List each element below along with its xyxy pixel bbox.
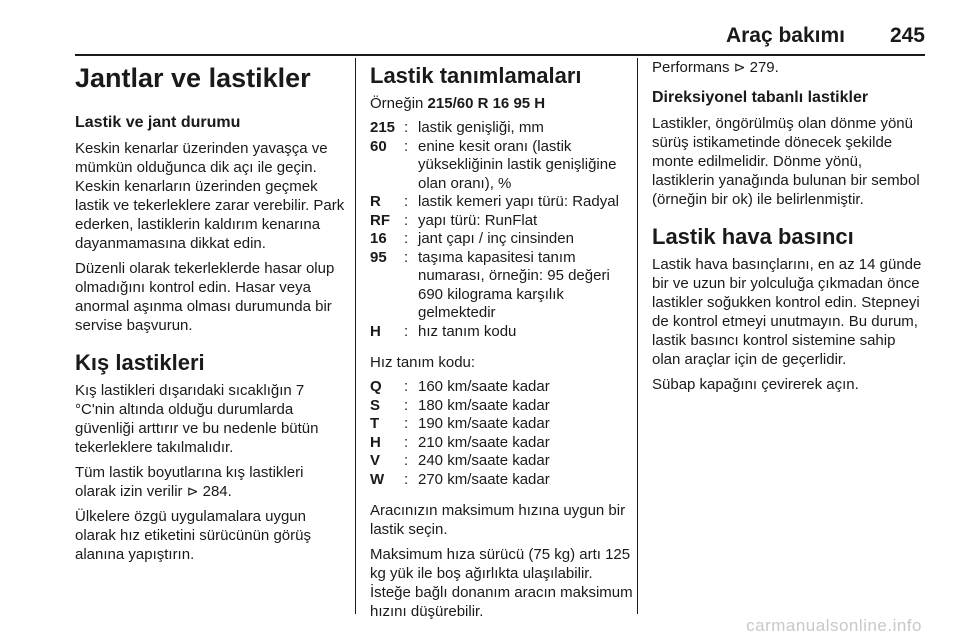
definition-row — [370, 249, 637, 323]
watermark: carmanualsonline.info — [746, 616, 922, 635]
heading-tyre-pressure: Lastik hava basıncı — [652, 224, 854, 249]
paragraph-valve-cap: Sübap kapağını çevirerek açın. — [652, 376, 859, 393]
definition-colon: : — [404, 230, 409, 247]
definition-term: W — [370, 470, 385, 488]
definition-row — [370, 415, 637, 434]
speed-code-list — [370, 378, 637, 489]
definition-colon: : — [404, 119, 409, 136]
definition-desc: hız tanım kodu — [418, 322, 517, 340]
definition-colon: : — [404, 137, 409, 155]
definition-term: Q — [370, 378, 382, 395]
definition-term: 60 — [370, 137, 387, 155]
definition-desc: lastik kemeri yapı türü: Radyal — [418, 193, 619, 210]
definition-colon: : — [404, 452, 409, 469]
definition-colon: : — [404, 470, 409, 488]
definition-row — [370, 323, 637, 342]
column-2 — [355, 58, 637, 620]
definition-term: S — [370, 396, 381, 414]
example-line: Örneğin 215/60 R 16 95 H — [370, 95, 546, 112]
definition-colon: : — [404, 248, 409, 266]
definition-term: V — [370, 452, 381, 469]
definition-term: 16 — [370, 230, 387, 247]
paragraph-winter-sizes: Tüm lastik boyutlarına kış lastikleri olarak izin verilir ⊳ 284. — [75, 464, 304, 500]
paragraph-edges: Keskin kenarlar üzerinden yavaşça ve mümkün olduğunca dik açı ile geçin. Keskin kenarların üzerinden geçmek lastik ve tekerleklere zarar verebilir. Park ederken, lastiklerin kaldırım kenarına dayanmamasına dikkat edin. — [75, 140, 345, 252]
definition-term: T — [370, 415, 380, 432]
definition-term: 215 — [370, 119, 396, 136]
definition-row — [370, 138, 637, 194]
definition-desc: yapı türü: RunFlat — [418, 211, 538, 229]
column-1 — [75, 58, 345, 614]
definition-row — [370, 119, 637, 138]
definition-desc: enine kesit oranı (lastik yüksekliğinin lastik genişliğine olan oranı), % — [418, 137, 617, 192]
definition-colon: : — [404, 415, 409, 432]
definition-row — [370, 230, 637, 249]
definition-term: RF — [370, 211, 390, 229]
page-reference-icon: ⊳ — [733, 59, 746, 75]
definition-row — [370, 397, 637, 416]
subheading-directional-tyres: Direksiyonel tabanlı lastikler — [652, 89, 869, 106]
definition-desc: taşıma kapasitesi tanım numarası, örneğin: 95 değeri 690 kilograma karşılık gelmektedir — [418, 248, 610, 321]
definition-desc: 160 km/saate kadar — [418, 378, 550, 395]
page-header — [75, 24, 925, 56]
paragraph-pressure: Lastik hava basınçlarını, en az 14 günde bir ve uzun bir yolculuğa çıkmadan önce lastikler soğukken kontrol edin. Stepneyi de kontrol etmeyi unutmayın. Bu durum, lastik basıncı kontrol sistemine sahip olan araçlar için de geçerlidir. — [652, 256, 922, 368]
performance-reference: Performans ⊳ 279. — [652, 59, 779, 76]
definition-colon: : — [404, 378, 409, 395]
column-3 — [637, 58, 925, 614]
subheading-tyre-condition: Lastik ve jant durumu — [75, 114, 241, 131]
definition-row — [370, 471, 637, 490]
designation-list — [370, 119, 637, 341]
definition-row — [370, 212, 637, 231]
paragraph-max-speed: Maksimum hıza sürücü (75 kg) artı 125 kg yük ile boş ağırlıkta ulaşılabilir. İsteğe bağlı donanım aracın maksimum hızını düşürebilir. — [370, 546, 633, 620]
page-reference-link[interactable]: 279. — [749, 59, 779, 76]
paragraph-directional: Lastikler, öngörülmüş olan dönme yönü sürüş istikametinde dönecek şekilde monte edilmelidir. Dönme yönü, lastiklerin yanağında bulunan bir sembol (örneğin bir ok) ile belirlenmiştir. — [652, 115, 920, 208]
page-reference-link[interactable]: 284. — [202, 483, 232, 500]
heading-tyre-designations: Lastik tanımlamaları — [370, 63, 582, 88]
heading-winter-tyres: Kış lastikleri — [75, 350, 205, 375]
definition-desc: 240 km/saate kadar — [418, 452, 550, 469]
definition-row — [370, 434, 637, 453]
definition-desc: 270 km/saate kadar — [418, 470, 550, 488]
definition-row — [370, 378, 637, 397]
definition-colon: : — [404, 433, 409, 451]
definition-row — [370, 193, 637, 212]
paragraph-speed-label: Ülkelere özgü uygulamalara uygun olarak hız etiketini sürücünün görüş alanına yapıştırın. — [75, 508, 311, 563]
definition-desc: jant çapı / inç cinsinden — [418, 230, 574, 247]
definition-term: 95 — [370, 248, 387, 266]
definition-desc: lastik genişliği, mm — [418, 119, 544, 136]
section-title: Araç bakımı — [725, 24, 845, 47]
paragraph-winter-temp: Kış lastikleri dışarıdaki sıcaklığın 7 °C'nin altında olduğu durumlarda güvenliği arttırır ve bu nedenle bütün tekerleklere takılmalıdır. — [75, 382, 319, 456]
definition-colon: : — [404, 396, 409, 414]
definition-term: R — [370, 193, 381, 210]
definition-colon: : — [404, 193, 409, 210]
definition-desc: 210 km/saate kadar — [418, 433, 550, 451]
paragraph-inspection: Düzenli olarak tekerleklerde hasar olup olmadığını kontrol edin. Hasar veya anormal aşınma olması durumunda bir servise başvurun. — [75, 260, 335, 334]
definition-row — [370, 452, 637, 471]
definition-term: H — [370, 433, 381, 451]
paragraph-choose-tyre: Aracınızın maksimum hızına uygun bir lastik seçin. — [370, 502, 626, 538]
example-code: 215/60 R 16 95 H — [427, 95, 546, 112]
definition-colon: : — [404, 211, 409, 229]
page-number: 245 — [889, 24, 925, 47]
page-reference-icon: ⊳ — [186, 483, 199, 499]
speed-code-label: Hız tanım kodu: — [370, 354, 476, 371]
heading-wheels-tyres: Jantlar ve lastikler — [75, 63, 311, 93]
definition-colon: : — [404, 322, 409, 340]
definition-desc: 180 km/saate kadar — [418, 396, 550, 414]
definition-desc: 190 km/saate kadar — [418, 415, 550, 432]
definition-term: H — [370, 322, 381, 340]
